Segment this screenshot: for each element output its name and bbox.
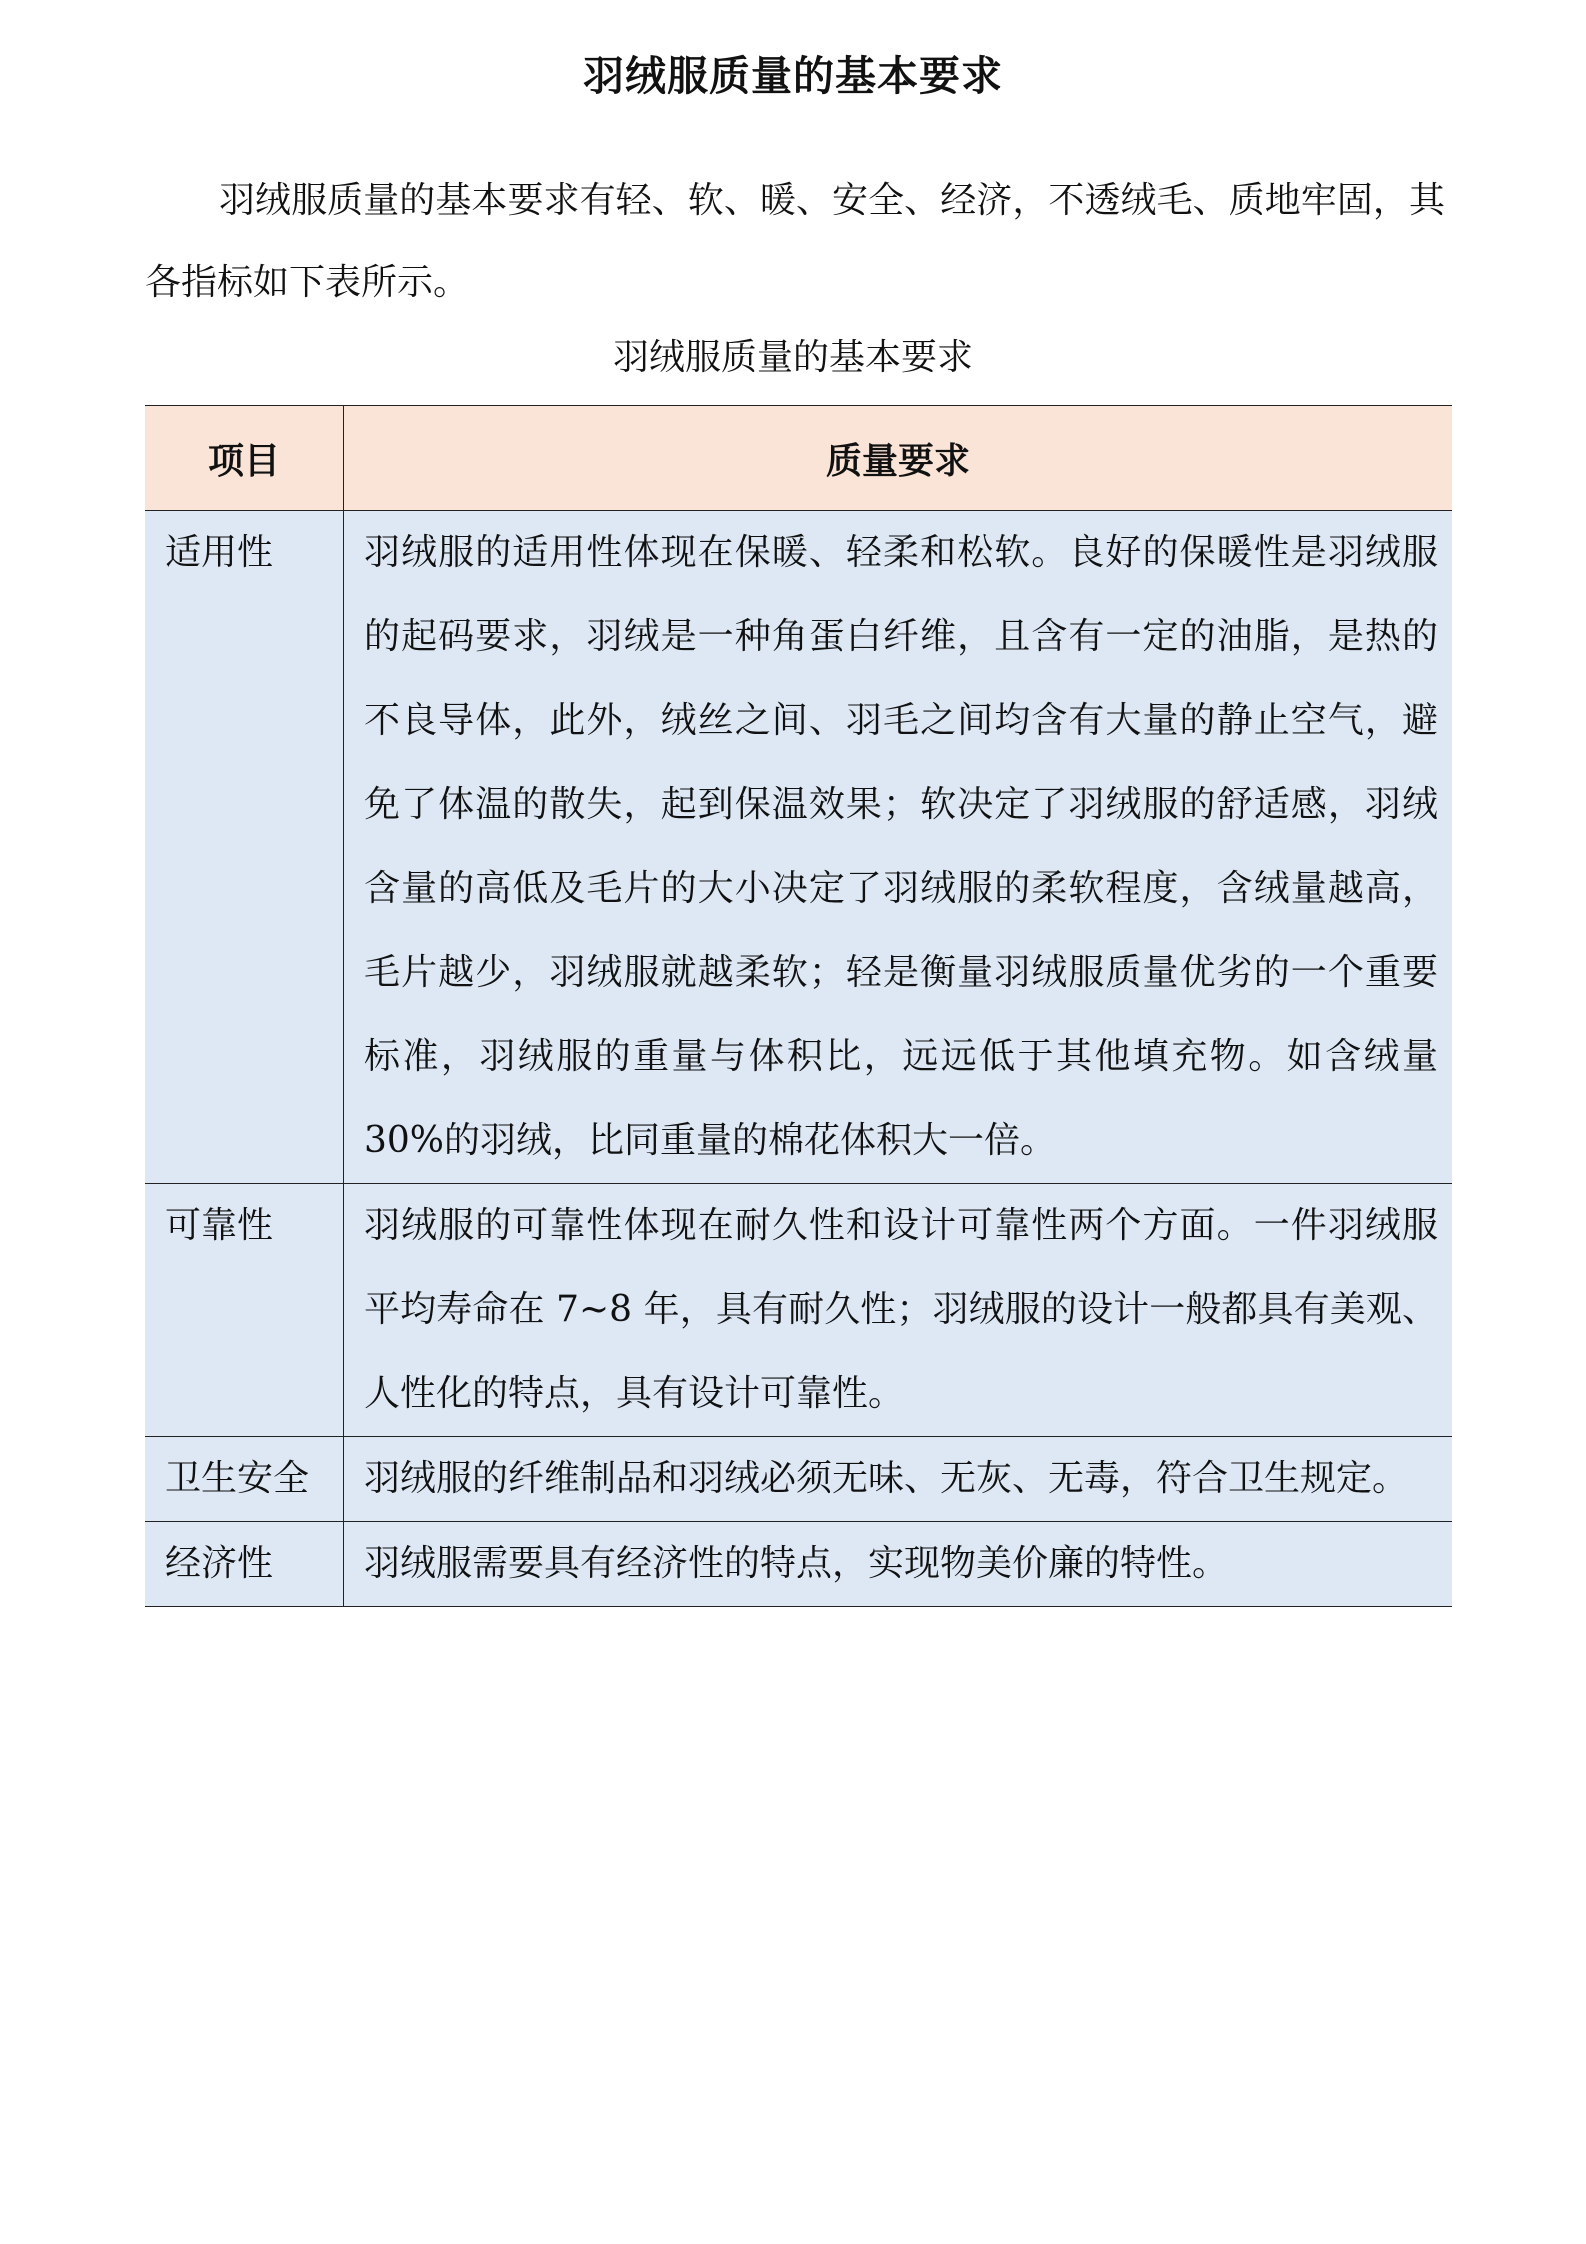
table-row [145, 1437, 1452, 1522]
row-item: 卫生安全 [145, 1437, 344, 1522]
table-row [145, 1184, 1452, 1437]
row-item: 适用性 [145, 511, 344, 1184]
row-requirement: 羽绒服需要具有经济性的特点，实现物美价廉的特性。 [344, 1522, 1453, 1607]
intro-paragraph: 羽绒服质量的基本要求有轻、软、暖、安全、经济，不透绒毛、质地牢固，其各指标如下表所示。 [145, 180, 1445, 303]
table-caption: 羽绒服质量的基本要求 [612, 337, 973, 378]
table-header-row [145, 406, 1452, 511]
row-requirement: 羽绒服的可靠性体现在耐久性和设计可靠性两个方面。一件羽绒服平均寿命在 7~8 年，具有耐久性；羽绒服的设计一般都具有美观、人性化的特点，具有设计可靠性。 [344, 1184, 1453, 1437]
header-requirement: 质量要求 [344, 406, 1453, 511]
row-item: 可靠性 [145, 1184, 344, 1437]
page-title: 羽绒服质量的基本要求 [583, 52, 1003, 100]
header-item: 项目 [145, 406, 344, 511]
quality-requirements-table [145, 405, 1452, 1607]
row-requirement: 羽绒服的适用性体现在保暖、轻柔和松软。良好的保暖性是羽绒服的起码要求，羽绒是一种角蛋白纤维，且含有一定的油脂，是热的不良导体，此外，绒丝之间、羽毛之间均含有大量的静止空气，避免了体温的散失，起到保温效果；软决定了羽绒服的舒适感，羽绒含量的高低及毛片的大小决定了羽绒服的柔软程度，含绒量越高，毛片越少，羽绒服就越柔软；轻是衡量羽绒服质量优劣的一个重要标准，羽绒服的重量与体积比，远远低于其他填充物。如含绒量30%的羽绒，比同重量的棉花体积大一倍。 [344, 511, 1453, 1184]
row-requirement: 羽绒服的纤维制品和羽绒必须无味、无灰、无毒，符合卫生规定。 [344, 1437, 1453, 1522]
table-row [145, 1522, 1452, 1607]
row-item: 经济性 [145, 1522, 344, 1607]
table-row [145, 511, 1452, 1184]
